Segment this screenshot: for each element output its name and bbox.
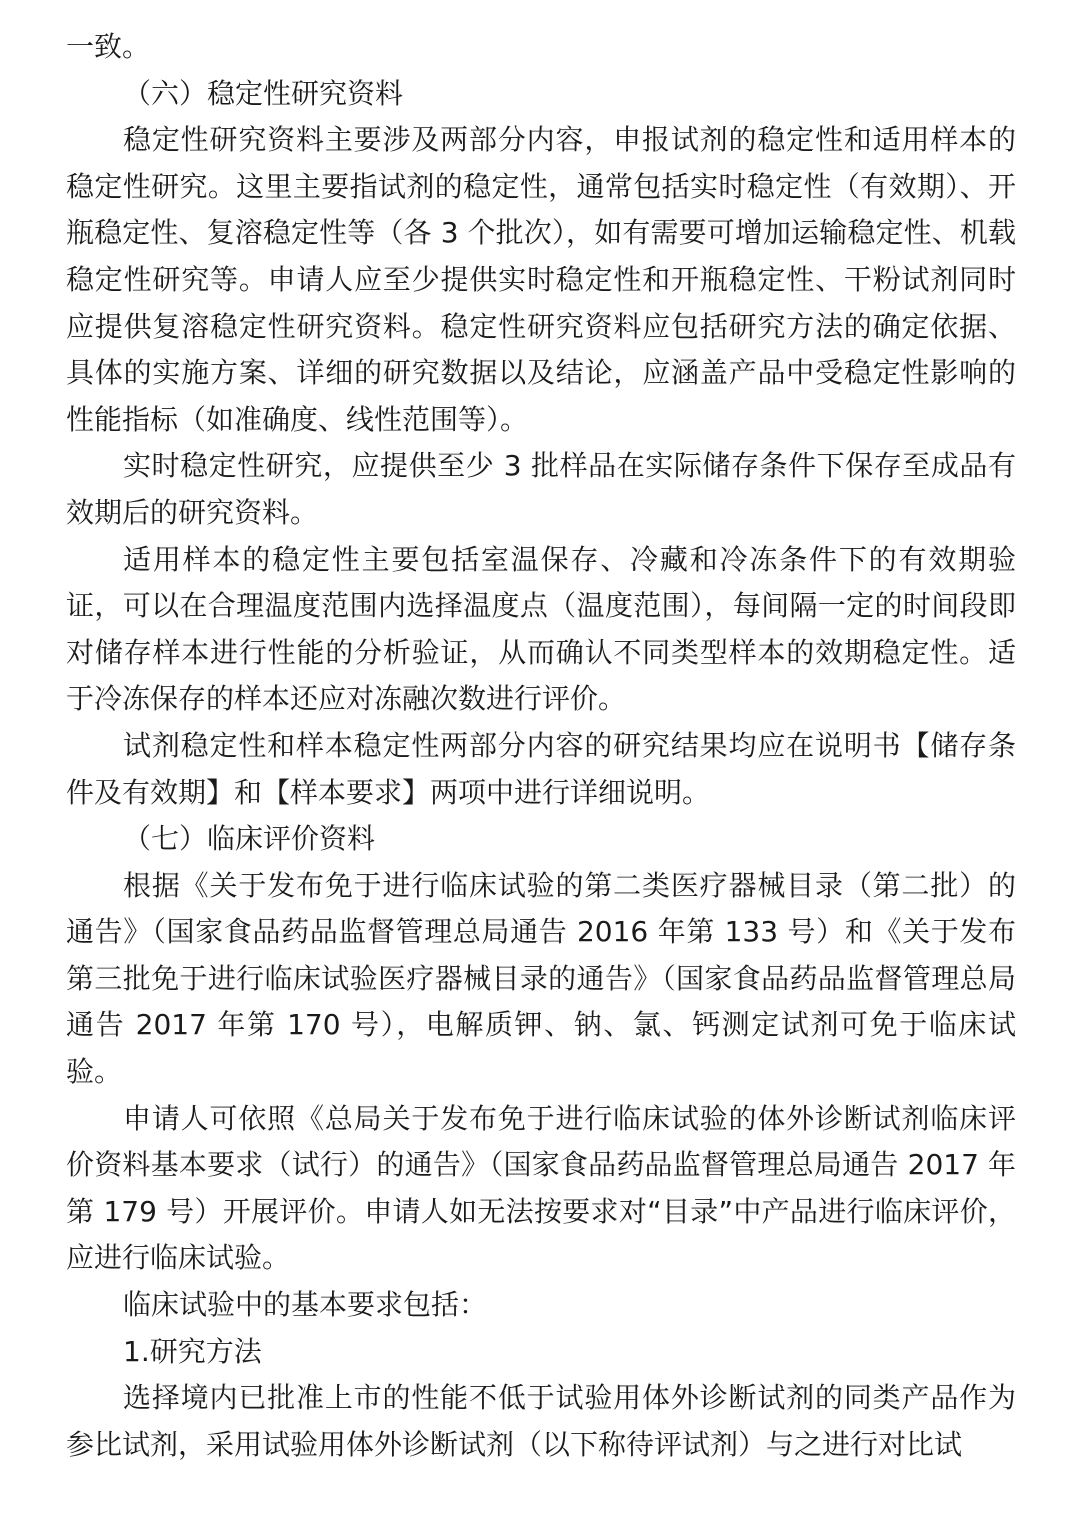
paragraph-stability-overview: 稳定性研究资料主要涉及两部分内容，申报试剂的稳定性和适用样本的稳定性研究。这里主要指试剂的稳定性，通常包括实时稳定性（有效期）、开瓶稳定性、复溶稳定性等（各 3 个批次），如有需要可增加运输稳定性、机载稳定性研究等。申请人应至少提供实时稳定性和开瓶稳定性、干粉试剂同时应提供复溶稳定性研究资料。稳定性研究资料应包括研究方法的确定依据、具体的实施方案、详细的研究数据以及结论，应涵盖产品中受稳定性影响的性能指标（如准确度、线性范围等）。 xyxy=(66,123,1016,436)
paragraph-research-method: 选择境内已批准上市的性能不低于试验用体外诊断试剂的同类产品作为参比试剂，采用试验用体外诊断试剂（以下称待评试剂）与之进行对比试 xyxy=(66,1381,1016,1461)
paragraph-clinical-requirements: 临床试验中的基本要求包括： xyxy=(123,1288,488,1322)
paragraph-realtime-stability: 实时稳定性研究，应提供至少 3 批样品在实际储存条件下保存至成品有效期后的研究资料。 xyxy=(66,449,1016,529)
paragraph-stability-instructions: 试剂稳定性和样本稳定性两部分内容的研究结果均应在说明书【储存条件及有效期】和【样本要求】两项中进行详细说明。 xyxy=(66,728,1016,809)
document-body xyxy=(66,24,1016,1468)
paragraph-clinical-evaluation: 申请人可依照《总局关于发布免于进行临床试验的体外诊断试剂临床评价资料基本要求（试行）的通告》（国家食品药品监督管理总局通告 2017 年第 179 号）开展评价。申请人如无法按要求对“目录”中产品进行临床评价，应进行临床试验。 xyxy=(66,1101,1016,1275)
section-heading-stability: （六）稳定性研究资料 xyxy=(123,76,404,110)
paragraph-continuation: 一致。 xyxy=(66,30,151,63)
section-heading-clinical: （七）临床评价资料 xyxy=(123,822,376,856)
paragraph-sample-stability: 适用样本的稳定性主要包括室温保存、冷藏和冷冻条件下的有效期验证，可以在合理温度范围内选择温度点（温度范围），每间隔一定的时间段即对储存样本进行性能的分析验证，从而确认不同类型样本的效期稳定性。适于冷冻保存的样本还应对冻融次数进行评价。 xyxy=(66,542,1016,716)
paragraph-clinical-exemption: 根据《关于发布免于进行临床试验的第二类医疗器械目录（第二批）的通告》（国家食品药品监督管理总局通告 2016 年第 133 号）和《关于发布第三批免于进行临床试验医疗器械目录的通告》（国家食品药品监督管理总局通告 2017 年第 170 号），电解质钾、钠、氯、钙测定试剂可免于临床试验。 xyxy=(66,868,1016,1089)
subheading-research-method: 1.研究方法 xyxy=(123,1334,262,1368)
